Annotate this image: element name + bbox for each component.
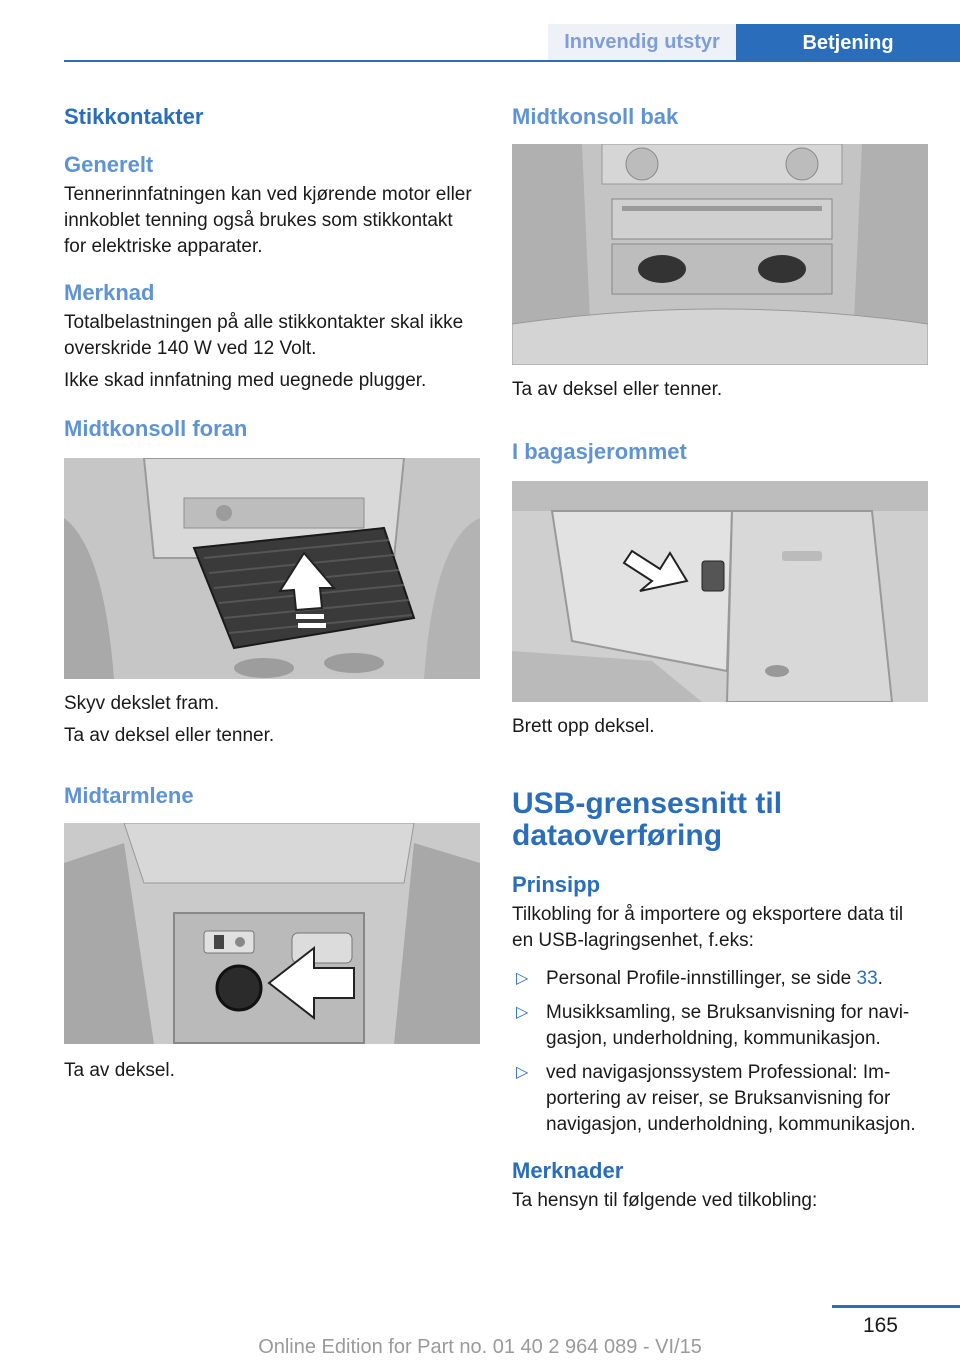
- note-text-2: Ikke skad innfatning med uegnede plugger.: [64, 370, 427, 391]
- trunk-illustration: [512, 481, 928, 702]
- heading-principle: Prinsipp: [512, 872, 601, 897]
- right-column: [512, 100, 928, 1214]
- rear-console-illustration: [512, 144, 928, 365]
- page-number: 165: [862, 1314, 898, 1337]
- bullet-1-text: Personal Profile-innstillinger, se side: [546, 968, 857, 989]
- note-text-1: Totalbelastningen på alle stikkontakter skal ikke overskride 140 W ved 12 Volt.: [64, 312, 464, 359]
- heading-notes: Merknader: [512, 1158, 624, 1183]
- bullet-1-end: .: [877, 968, 883, 989]
- usb-section-title: USB-grensesnitt til dataoverføring: [512, 787, 783, 852]
- section-title-sockets: Stikkontakter: [64, 104, 204, 129]
- armrest-illustration: [64, 823, 480, 1044]
- bullet-triangle-icon: ▷: [516, 1004, 529, 1021]
- list-item: [512, 1060, 928, 1138]
- heading-rear-console: Midtkonsoll bak: [512, 104, 679, 129]
- rear-caption: Ta av deksel eller tenner.: [512, 379, 723, 400]
- bullet-triangle-icon: ▷: [516, 970, 529, 987]
- front-caption-1: Skyv dekslet fram.: [64, 693, 220, 714]
- armrest-caption: Ta av deksel.: [64, 1060, 175, 1081]
- general-text: Tennerinnfatningen kan ved kjørende motor eller innkoblet tenning også brukes som stikkontakt for elektriske apparater.: [64, 184, 472, 257]
- front-console-illustration: [64, 458, 480, 679]
- footer-edition: Online Edition for Part no. 01 40 2 964 089 - VI/15: [258, 1336, 702, 1358]
- page-link-33[interactable]: 33: [856, 968, 878, 989]
- bullet-2-text: Musikksamling, se Bruksanvisning for navigasjon, underholdning, kommunikasjon.: [546, 1002, 910, 1049]
- usb-use-list: [512, 966, 928, 1138]
- header-chapter-tab[interactable]: Betjening: [736, 24, 960, 62]
- footer-rule: [832, 1305, 960, 1308]
- list-item: [512, 1000, 928, 1052]
- bullet-triangle-icon: ▷: [516, 1064, 529, 1081]
- bullet-3-text: ved navigasjonssystem Professional: Importering av reiser, se Bruksanvisning for navigasjon, underholdning, kommunikasjon.: [546, 1062, 916, 1135]
- heading-note: Merknad: [64, 280, 155, 305]
- heading-general: Generelt: [64, 152, 154, 177]
- heading-armrest: Midtarmlene: [64, 783, 194, 808]
- notes-text: Ta hensyn til følgende ved tilkobling:: [512, 1190, 818, 1211]
- front-caption-2: Ta av deksel eller tenner.: [64, 725, 275, 746]
- list-item: [512, 966, 928, 992]
- trunk-caption: Brett opp deksel.: [512, 716, 655, 737]
- left-column: [64, 100, 480, 1084]
- header-section-tab[interactable]: Innvendig utstyr: [548, 24, 736, 60]
- principle-text: Tilkobling for å importere og eksportere data til en USB-lagringsenhet, f.eks:: [512, 904, 904, 951]
- heading-front-console: Midtkonsoll foran: [64, 416, 248, 441]
- heading-trunk: I bagasjerommet: [512, 439, 687, 464]
